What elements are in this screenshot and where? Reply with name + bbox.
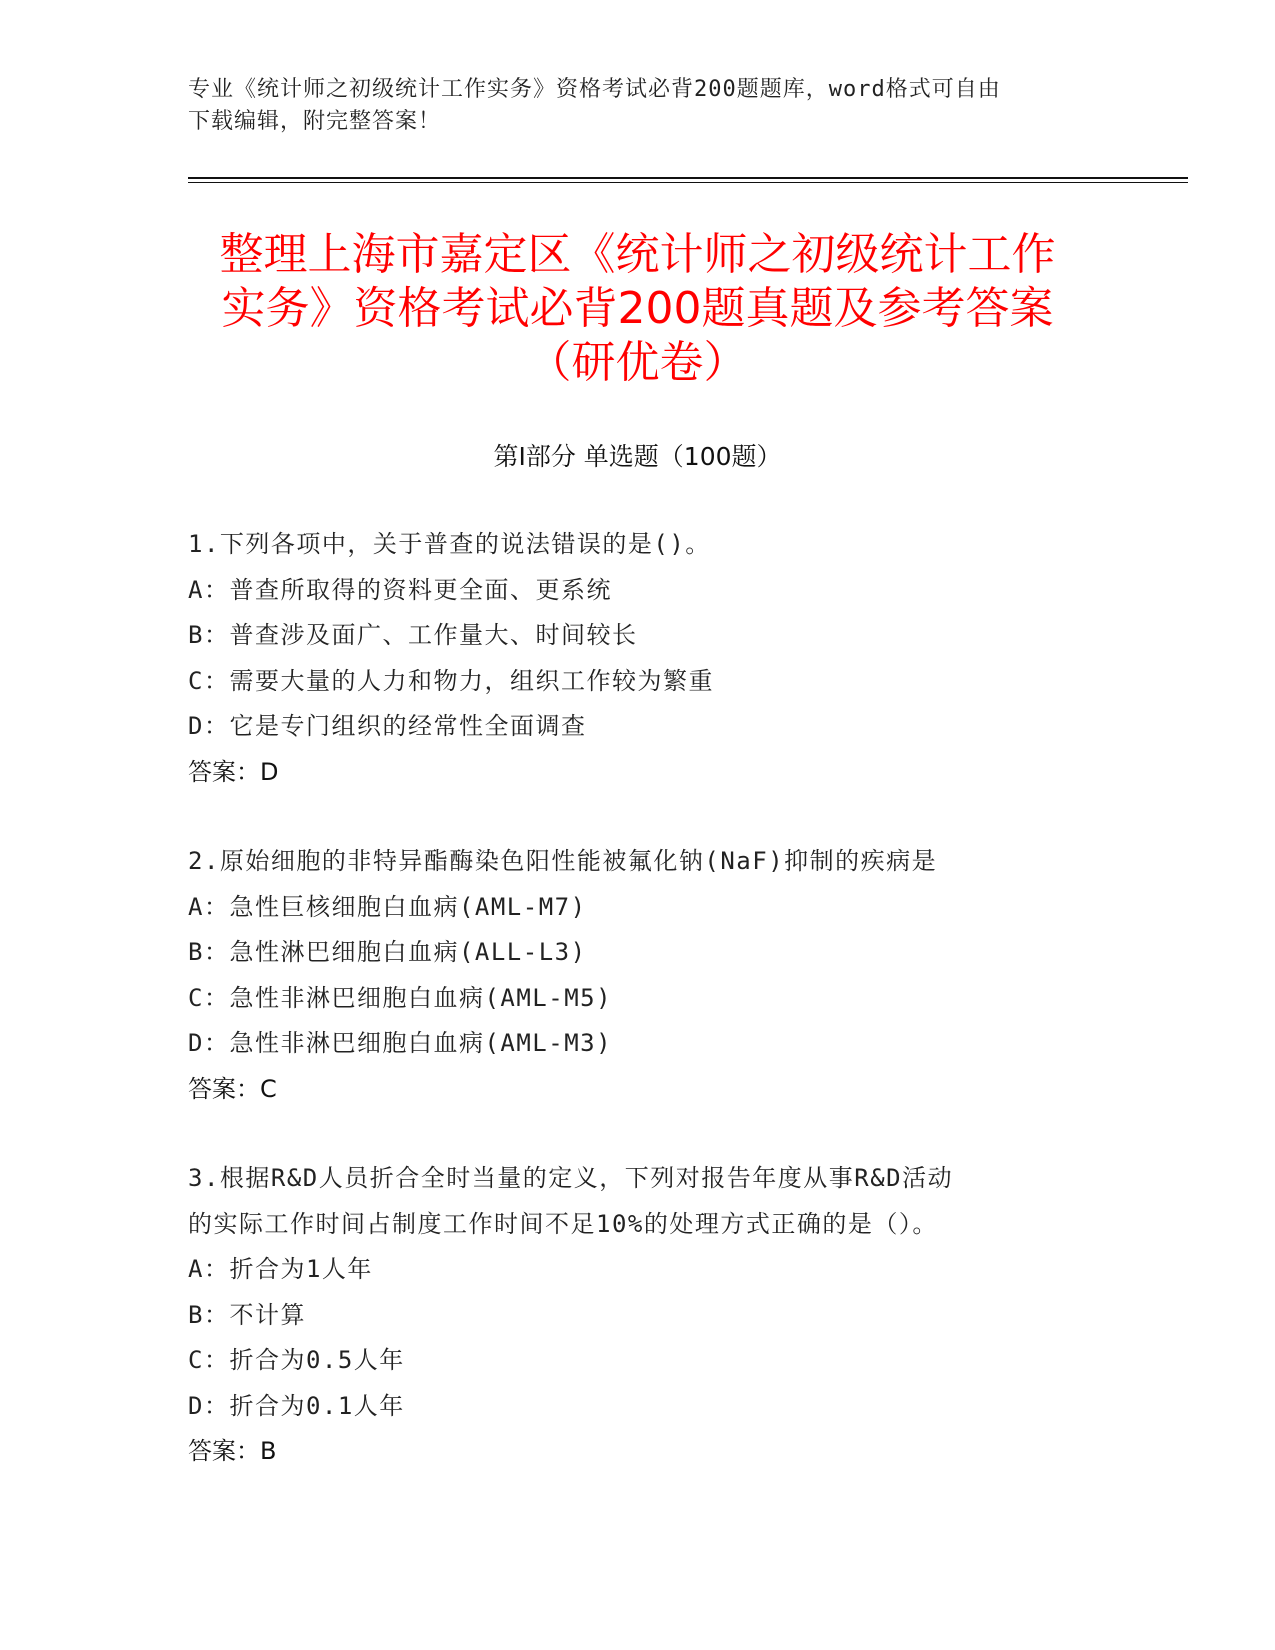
question-text: 1.下列各项中，关于普查的说法错误的是()。: [188, 530, 711, 558]
option-a: A：急性巨核细胞白血病(AML-M7): [188, 892, 587, 921]
option-d: D：急性非淋巴细胞白血病(AML-M3): [188, 1029, 613, 1057]
answer: 答案：B: [188, 1437, 277, 1465]
answer: 答案：C: [188, 1074, 277, 1103]
title-line-1: 整理上海市嘉定区《统计师之初级统计工作: [219, 229, 1056, 280]
title-line-3: （研优卷）: [527, 337, 748, 388]
option-a: A：普查所取得的资料更全面、更系统: [188, 575, 612, 604]
header-divider-thick: [188, 177, 1188, 179]
answer: 答案：D: [188, 757, 279, 786]
option-a: A：折合为1人年: [188, 1255, 373, 1283]
option-b: B：普查涉及面广、工作量大、时间较长: [188, 621, 638, 649]
question-list: [188, 522, 1068, 1519]
question-text-line-2: 的实际工作时间占制度工作时间不足10%的处理方式正确的是（）。: [188, 1209, 938, 1238]
question-text-line-1: 3.根据R&D人员折合全时当量的定义，下列对报告年度从事R&D活动: [188, 1164, 954, 1192]
question-text: 2.原始细胞的非特异酯酶染色阳性能被氟化钠(NaF)抑制的疾病是: [188, 847, 938, 875]
section-heading: 第Ⅰ部分 单选题（100题）: [493, 442, 782, 471]
option-c: C：急性非淋巴细胞白血病(AML-M5): [188, 983, 613, 1012]
option-c: C：需要大量的人力和物力，组织工作较为繁重: [188, 666, 714, 695]
title-line-2: 实务》资格考试必背200题真题及参考答案: [221, 283, 1054, 334]
header-note-line-2: 下载编辑，附完整答案！: [188, 109, 442, 134]
question-3: [188, 1156, 1068, 1475]
question-2: [188, 839, 1068, 1112]
document-title: [160, 228, 1115, 390]
option-d: D：它是专门组织的经常性全面调查: [188, 712, 587, 740]
option-c: C：折合为0.5人年: [188, 1346, 405, 1374]
option-d: D：折合为0.1人年: [188, 1391, 405, 1420]
header-note: [188, 74, 1068, 138]
header-divider-thin: [188, 182, 1188, 183]
option-b: B：急性淋巴细胞白血病(ALL-L3): [188, 938, 587, 966]
option-b: B：不计算: [188, 1300, 306, 1329]
header-note-line-1: 专业《统计师之初级统计工作实务》资格考试必背200题题库，word格式可自由: [188, 77, 1001, 102]
question-1: [188, 522, 1068, 795]
